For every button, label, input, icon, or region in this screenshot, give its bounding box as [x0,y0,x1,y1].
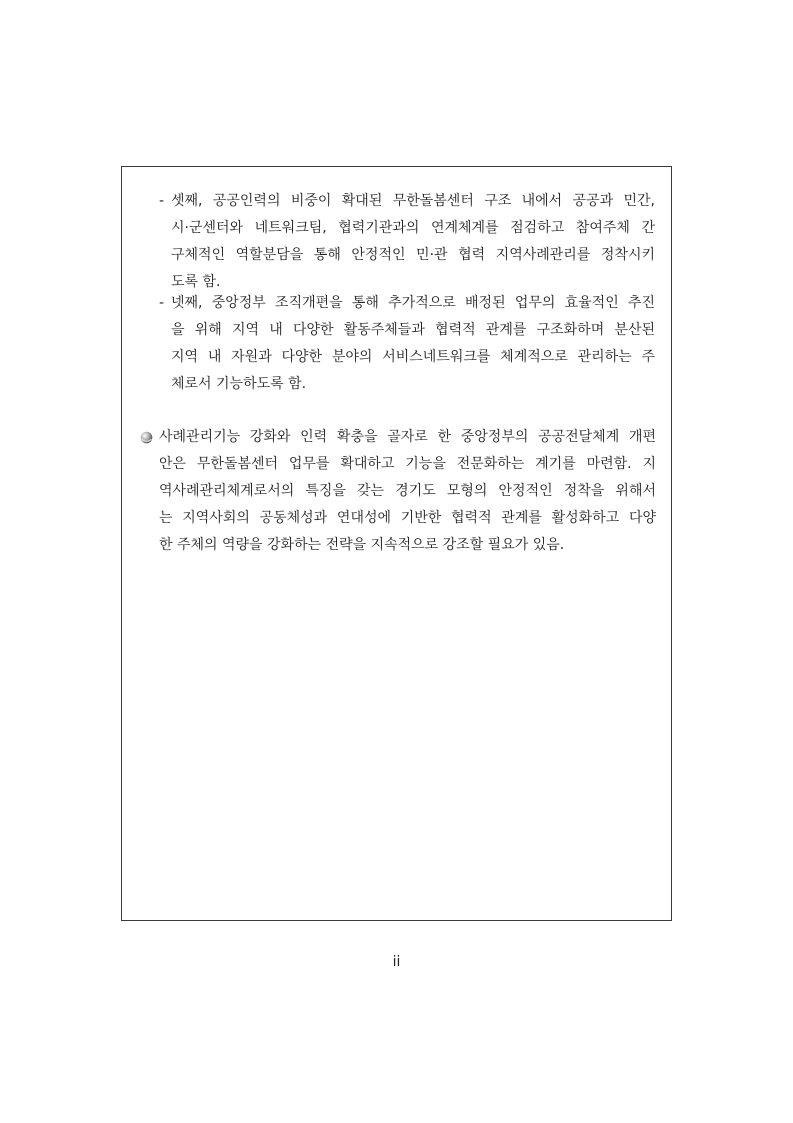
text-line: 넷째, 중앙정부 조직개편을 통해 추가적으로 배정된 업무의 효율적인 추진 [171,295,655,311]
dash-marker: - [159,295,165,311]
dash-item-fourth [159,290,655,398]
text-line: 안은 무한돌봄센터 업무를 확대하고 기능을 전문화하는 계기를 마련함. 지 [159,456,656,472]
page-number: ii [392,954,401,970]
summary-paragraph [140,424,656,559]
text-line: 시·군센터와 네트워크팀, 협력기관과의 연계체계를 점검하고 참여주체 간 [171,220,655,236]
text-line: 구체적인 역할분담을 통해 안정적인 민·관 협력 지역사례관리를 정착시키 [171,247,655,263]
dash-item-third [159,188,655,296]
text-line: 도록 함. [171,274,221,290]
sphere-bullet-icon [140,431,153,444]
text-line: 한 주체의 역량을 강화하는 전략을 지속적으로 강조할 필요가 있음. [159,537,565,553]
text-line: 지역 내 자원과 다양한 분야의 서비스네트워크를 체계적으로 관리하는 주 [171,349,655,365]
text-line: 체로서 기능하도록 함. [171,376,307,392]
text-line: 셋째, 공공인력의 비중이 확대된 무한돌봄센터 구조 내에서 공공과 민간, [171,193,655,209]
text-line: 사례관리기능 강화와 인력 확충을 골자로 한 중앙정부의 공공전달체계 개편 [159,429,656,445]
text-line: 역사례관리체계로서의 특징을 갖는 경기도 모형의 안정적인 정착을 위해서 [159,483,656,499]
text-line: 을 위해 지역 내 다양한 활동주체들과 협력적 관계를 구조화하며 분산된 [171,322,655,338]
dash-marker: - [159,193,165,209]
text-line: 는 지역사회의 공동체성과 연대성에 기반한 협력적 관계를 활성화하고 다양 [159,510,656,526]
